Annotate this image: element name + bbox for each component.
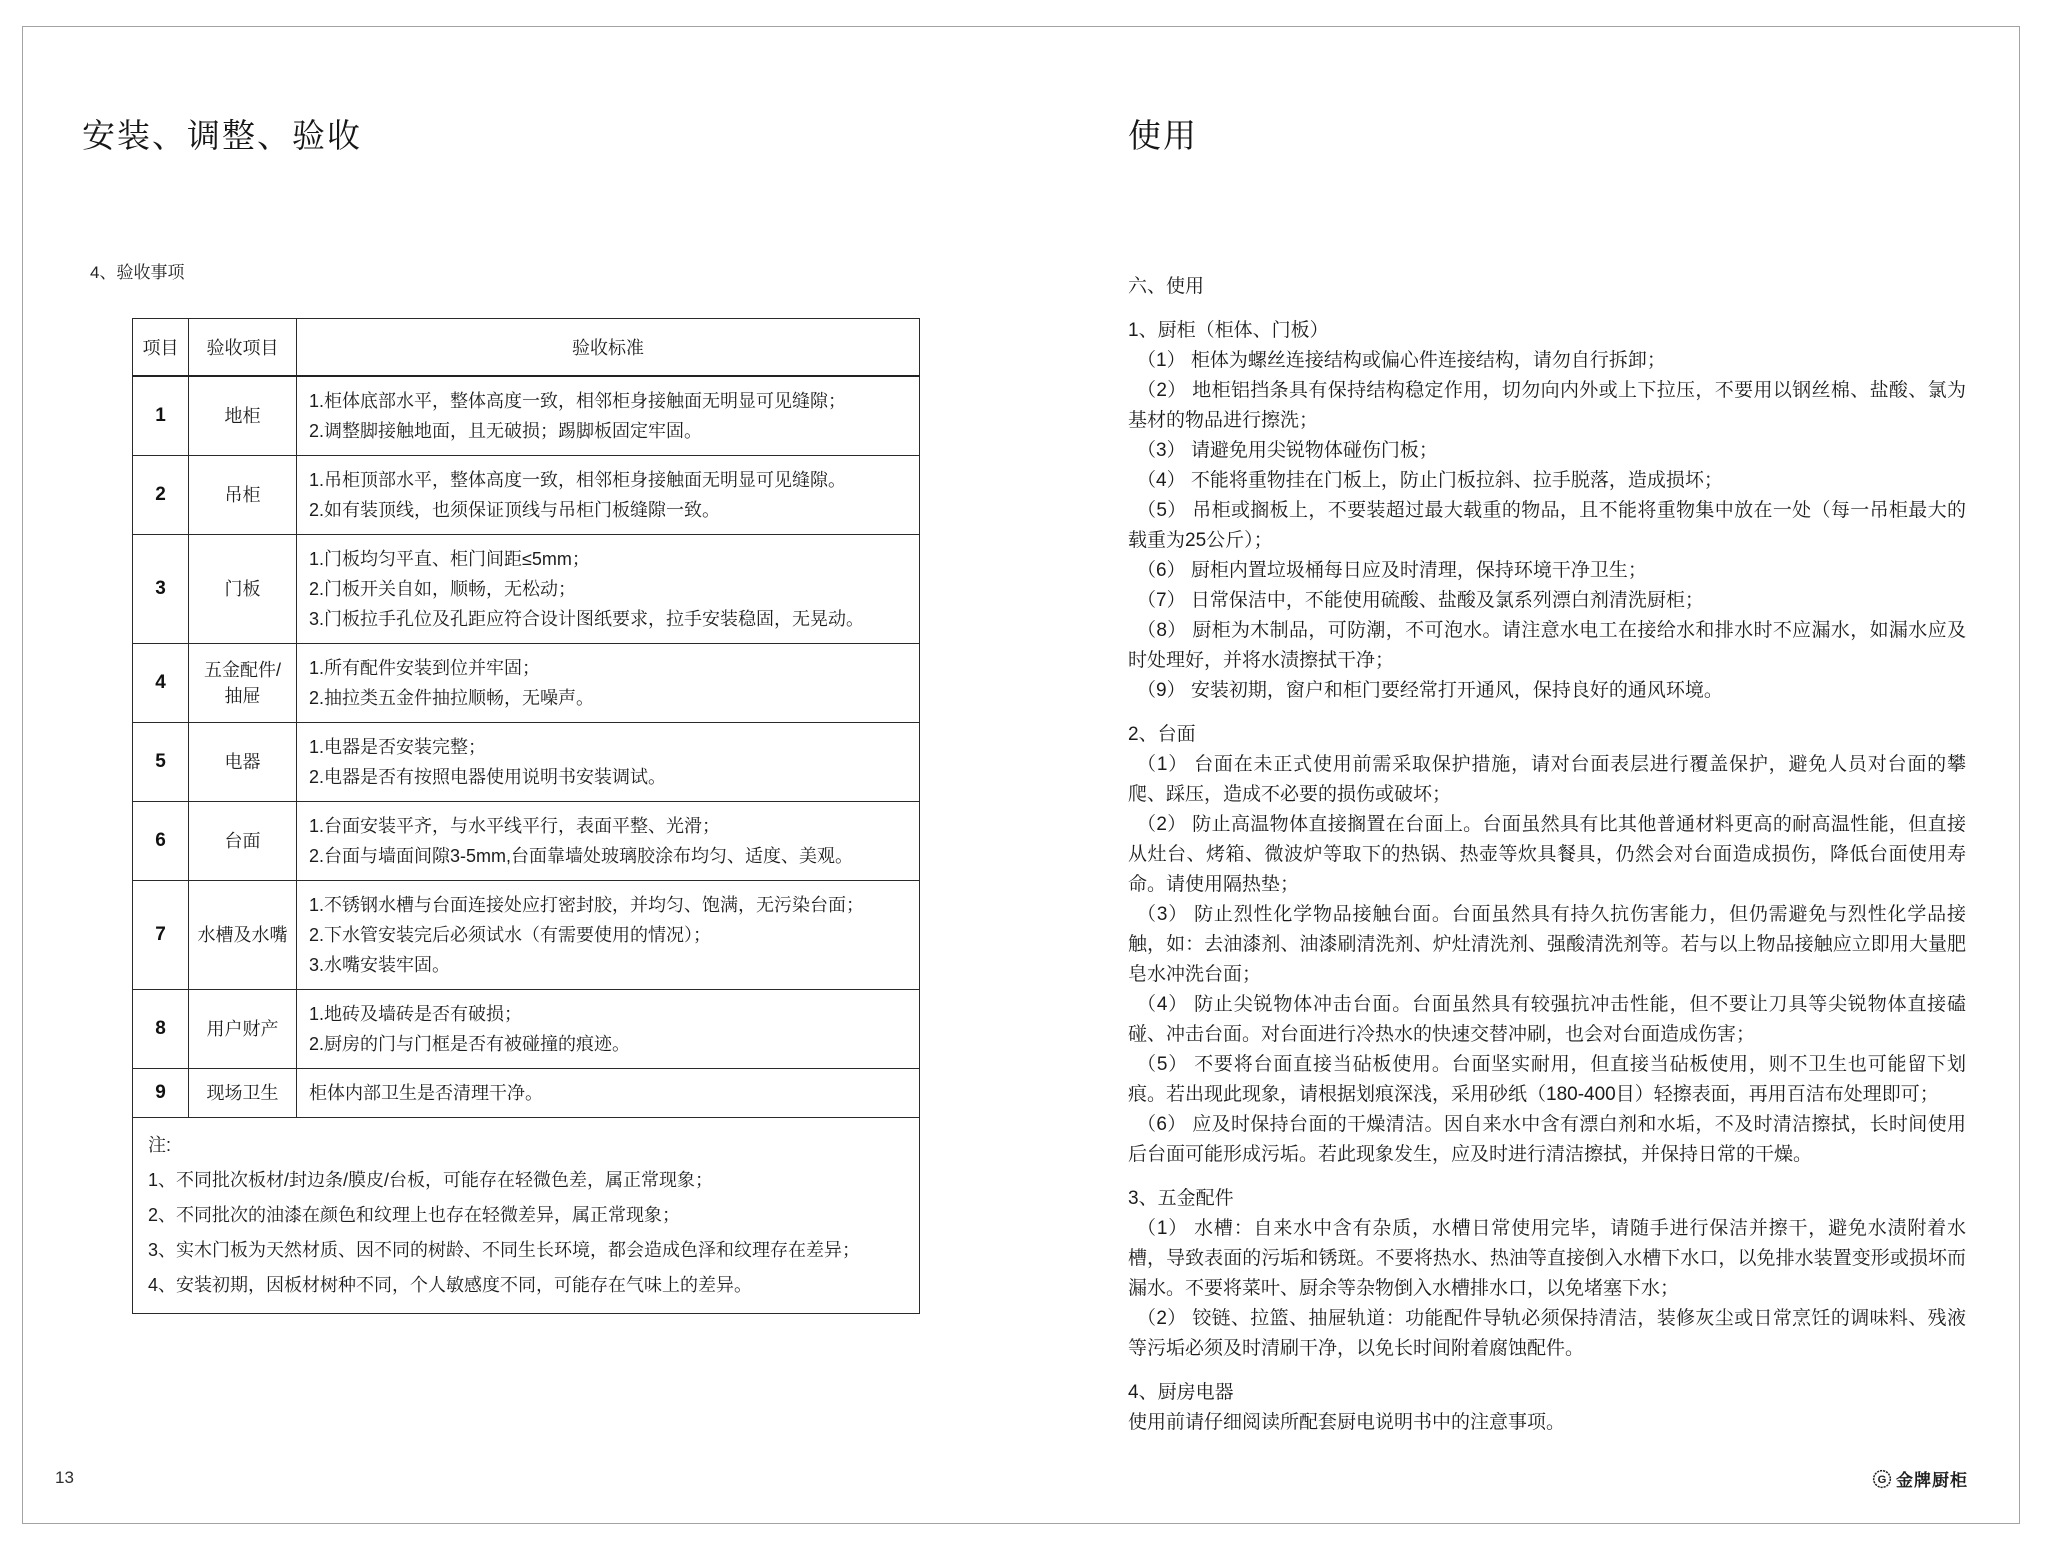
usage-section-heading: 3、五金配件 [1128, 1188, 1234, 1209]
table-row [133, 376, 920, 456]
note-lines [148, 1163, 905, 1303]
usage-section-heading: 1、厨柜（柜体、门板） [1128, 320, 1329, 341]
standard-line: 1.地砖及墙砖是否有破损； [309, 1004, 523, 1024]
usage-chapter-heading: 六、使用 [1128, 276, 1205, 297]
row-item: 门板 [189, 535, 297, 644]
note-cell [133, 1118, 920, 1314]
usage-paragraph: （4） 防止尖锐物体冲击台面。台面虽然具有较强抗冲击性能，但不要让刀具等尖锐物体直接磕碰、冲击台面。对台面进行冷热水的快速交替冲刷，也会对台面造成伤害； [1128, 994, 1966, 1045]
row-item: 水槽及水嘴 [189, 881, 297, 990]
row-standard [297, 723, 920, 802]
row-item: 电器 [189, 723, 297, 802]
usage-paragraph: （4） 不能将重物挂在门板上，防止门板拉斜、拉手脱落，造成损坏； [1137, 470, 1723, 491]
standard-line: 1.所有配件安装到位并牢固； [309, 658, 541, 678]
table-row [133, 990, 920, 1069]
standard-line: 2.如有装顶线，也须保证顶线与吊柜门板缝隙一致。 [309, 500, 721, 520]
standard-line: 3.水嘴安装牢固。 [309, 955, 451, 975]
standard-line: 1.台面安装平齐，与水平线平行，表面平整、光滑； [309, 816, 721, 836]
table-row [133, 881, 920, 990]
standard-line: 2.抽拉类五金件抽拉顺畅，无噪声。 [309, 688, 595, 708]
note-line: 3、实木门板为天然材质、因不同的树龄、不同生长环境，都会造成色泽和纹理存在差异； [148, 1240, 861, 1260]
page-number: 13 [55, 1468, 74, 1487]
table-row [133, 802, 920, 881]
usage-paragraph: （6） 厨柜内置垃圾桶每日应及时清理，保持环境干净卫生； [1137, 560, 1647, 581]
row-standard [297, 644, 920, 723]
usage-content [1128, 272, 1966, 1438]
row-number: 9 [133, 1069, 189, 1118]
standard-line: 1.不锈钢水槽与台面连接处应打密封胶，并均匀、饱满，无污染台面； [309, 895, 865, 915]
brand-initial: G [1877, 1473, 1887, 1486]
header-item-no: 项目 [133, 319, 189, 377]
usage-paragraph: （6） 应及时保持台面的干燥清洁。因自来水中含有漂白剂和水垢，不及时清洁擦拭，长时间使用后台面可能形成污垢。若此现象发生，应及时进行清洁擦拭，并保持日常的干燥。 [1128, 1114, 1966, 1165]
acceptance-table-note [133, 1118, 920, 1314]
acceptance-table-header [133, 319, 920, 377]
row-standard [297, 376, 920, 456]
row-item: 吊柜 [189, 456, 297, 535]
row-standard [297, 1069, 920, 1118]
table-row [133, 1069, 920, 1118]
standard-line: 2.调整脚接触地面，且无破损；踢脚板固定牢固。 [309, 421, 703, 441]
standard-line: 1.门板均匀平直、柜门间距≤5mm； [309, 549, 590, 569]
standard-line: 2.电器是否有按照电器使用说明书安装调试。 [309, 767, 667, 787]
usage-paragraph: （2） 地柜铝挡条具有保持结构稳定作用，切勿向内外或上下拉压，不要用以钢丝棉、盐酸、氯为基材的物品进行擦洗； [1128, 380, 1966, 431]
row-item: 现场卫生 [189, 1069, 297, 1118]
note-line: 1、不同批次板材/封边条/膜皮/台板，可能存在轻微色差，属正常现象； [148, 1170, 714, 1190]
row-number: 4 [133, 644, 189, 723]
brand-name: 金牌厨柜 [1896, 1471, 1968, 1490]
standard-line: 2.下水管安装完后必须试水（有需要使用的情况）； [309, 925, 712, 945]
usage-section-heading: 4、厨房电器 [1128, 1382, 1234, 1403]
row-number: 2 [133, 456, 189, 535]
row-number: 8 [133, 990, 189, 1069]
row-item: 地柜 [189, 376, 297, 456]
usage-paragraph: （8） 厨柜为木制品，可防潮，不可泡水。请注意水电工在接给水和排水时不应漏水，如漏水应及时处理好，并将水渍擦拭干净； [1128, 620, 1966, 671]
row-standard [297, 456, 920, 535]
note-label: 注: [148, 1135, 172, 1155]
table-row [133, 644, 920, 723]
usage-paragraph: （3） 防止烈性化学物品接触台面。台面虽然具有持久抗伤害能力，但仍需避免与烈性化学品接触，如：去油漆剂、油漆刷清洗剂、炉灶清洗剂、强酸清洗剂等。若与以上物品接触应立即用大量肥皂水冲洗台面； [1128, 904, 1966, 985]
note-line: 2、不同批次的油漆在颜色和纹理上也存在轻微差异，属正常现象； [148, 1205, 681, 1225]
usage-section-heading: 2、台面 [1128, 724, 1196, 745]
header-acceptance-item: 验收项目 [189, 319, 297, 377]
row-item: 五金配件/抽屉 [189, 644, 297, 723]
usage-paragraph: （5） 吊柜或搁板上，不要装超过最大载重的物品，且不能将重物集中放在一处（每一吊柜最大的载重为25公斤）； [1128, 500, 1966, 551]
row-number: 1 [133, 376, 189, 456]
row-standard [297, 802, 920, 881]
usage-paragraph: （1） 水槽：自来水中含有杂质，水槽日常使用完毕，请随手进行保洁并擦干，避免水渍附着水槽，导致表面的污垢和锈斑。不要将热水、热油等直接倒入水槽下水口，以免排水装置变形或损坏而漏水。不要将菜叶、厨余等杂物倒入水槽排水口，以免堵塞下水； [1128, 1218, 1966, 1299]
row-number: 5 [133, 723, 189, 802]
row-item: 用户财产 [189, 990, 297, 1069]
row-standard [297, 990, 920, 1069]
standard-line: 柜体内部卫生是否清理干净。 [309, 1083, 543, 1103]
standard-line: 1.吊柜顶部水平，整体高度一致，相邻柜身接触面无明显可见缝隙。 [309, 470, 847, 490]
usage-paragraph: （2） 铰链、拉篮、抽屉轨道：功能配件导轨必须保持清洁，装修灰尘或日常烹饪的调味料、残液等污垢必须及时清刷干净，以免长时间附着腐蚀配件。 [1128, 1308, 1966, 1359]
brand-logo [1872, 1466, 1968, 1491]
usage-paragraph: （2） 防止高温物体直接搁置在台面上。台面虽然具有比其他普通材料更高的耐高温性能，但直接从灶台、烤箱、微波炉等取下的热锅、热壶等炊具餐具，仍然会对台面造成损伤，降低台面使用寿命。请使用隔热垫； [1128, 814, 1966, 895]
usage-paragraph: （9） 安装初期，窗户和柜门要经常打开通风，保持良好的通风环境。 [1137, 680, 1723, 701]
table-row [133, 723, 920, 802]
usage-paragraph: （5） 不要将台面直接当砧板使用。台面坚实耐用，但直接当砧板使用，则不卫生也可能留下划痕。若出现此现象，请根据划痕深浅，采用砂纸（180-400目）轻擦表面，再用百洁布处理即可； [1128, 1054, 1966, 1105]
row-number: 7 [133, 881, 189, 990]
row-item: 台面 [189, 802, 297, 881]
row-standard [297, 535, 920, 644]
acceptance-section-label: 4、验收事项 [90, 263, 185, 282]
acceptance-table-body [133, 376, 920, 1118]
standard-line: 2.台面与墙面间隙3-5mm,台面靠墙处玻璃胶涂布均匀、适度、美观。 [309, 846, 854, 866]
left-page-title: 安装、调整、验收 [82, 117, 362, 154]
standard-line: 3.门板拉手孔位及孔距应符合设计图纸要求，拉手安装稳固，无晃动。 [309, 609, 865, 629]
standard-line: 2.厨房的门与门框是否有被碰撞的痕迹。 [309, 1034, 631, 1054]
row-number: 6 [133, 802, 189, 881]
header-acceptance-standard: 验收标准 [297, 319, 920, 377]
brand-logo-icon [1872, 1469, 1892, 1489]
usage-paragraph: （7） 日常保洁中，不能使用硫酸、盐酸及氯系列漂白剂清洗厨柜； [1137, 590, 1704, 611]
table-row [133, 456, 920, 535]
table-row [133, 535, 920, 644]
usage-paragraph: （3） 请避免用尖锐物体碰伤门板； [1137, 440, 1438, 461]
standard-line: 1.电器是否安装完整； [309, 737, 487, 757]
right-page-title: 使用 [1128, 117, 1198, 154]
row-number: 3 [133, 535, 189, 644]
standard-line: 1.柜体底部水平，整体高度一致，相邻柜身接触面无明显可见缝隙； [309, 391, 847, 411]
standard-line: 2.门板开关自如，顺畅，无松动； [309, 579, 577, 599]
usage-sections [1128, 316, 1966, 1438]
note-line: 4、安装初期，因板材树种不同，个人敏感度不同，可能存在气味上的差异。 [148, 1275, 753, 1295]
acceptance-table [132, 318, 920, 1314]
usage-paragraph: （1） 台面在未正式使用前需采取保护措施，请对台面表层进行覆盖保护，避免人员对台面的攀爬、踩压，造成不必要的损伤或破坏； [1128, 754, 1966, 805]
usage-paragraph: 使用前请仔细阅读所配套厨电说明书中的注意事项。 [1128, 1412, 1566, 1433]
usage-paragraph: （1） 柜体为螺丝连接结构或偏心件连接结构，请勿自行拆卸； [1137, 350, 1666, 371]
row-standard [297, 881, 920, 990]
